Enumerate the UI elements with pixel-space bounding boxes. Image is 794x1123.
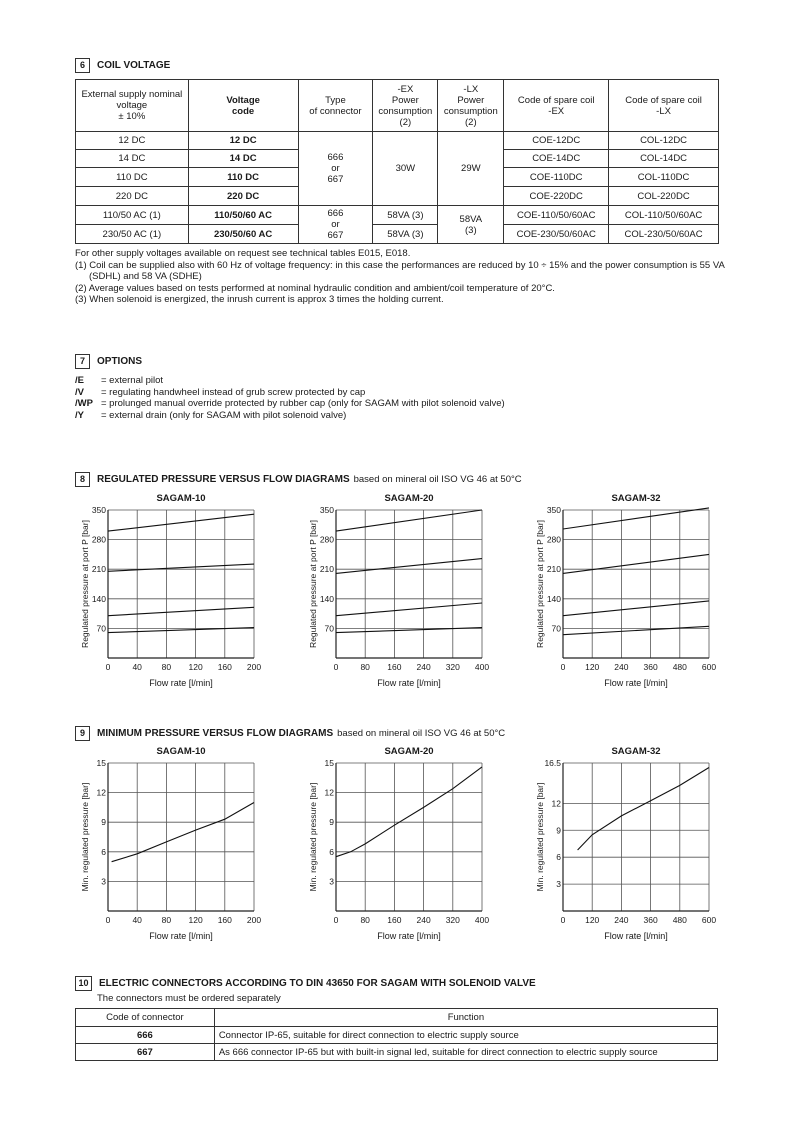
series-line xyxy=(336,603,482,616)
x-tick-label: 160 xyxy=(217,915,232,925)
header-spare-ex: Code of spare coil -EX xyxy=(504,80,609,132)
header-ex-power: -EX Power consumption (2) xyxy=(373,80,438,132)
cell-ex-ac: 58VA (3) xyxy=(373,225,438,244)
chart-title: SAGAM-32 xyxy=(611,493,661,504)
chart-title: SAGAM-20 xyxy=(384,746,434,757)
chart-title: SAGAM-32 xyxy=(611,746,661,757)
series-line xyxy=(108,564,254,571)
section-subtitle: based on mineral oil ISO VG 46 at 50°C xyxy=(337,728,506,739)
chart-title: SAGAM-10 xyxy=(156,493,206,504)
y-tick-label: 210 xyxy=(91,564,106,575)
section-title: COIL VOLTAGE xyxy=(97,60,171,71)
series-line xyxy=(336,510,482,531)
cell-code: 666 xyxy=(76,1027,215,1044)
y-tick-label: 280 xyxy=(546,534,561,545)
chart-title: SAGAM-10 xyxy=(156,746,206,757)
series-line xyxy=(563,601,709,616)
x-tick-label: 120 xyxy=(188,662,203,672)
y-tick-label: 280 xyxy=(319,534,334,545)
x-tick-label: 240 xyxy=(614,662,629,672)
y-tick-label: 350 xyxy=(91,505,106,515)
y-tick-label: 140 xyxy=(319,593,334,604)
x-tick-label: 160 xyxy=(387,915,402,925)
x-tick-label: 0 xyxy=(333,915,339,925)
cell-ex-ac: 58VA (3) xyxy=(373,206,438,225)
cell-supply: 110 DC xyxy=(76,168,189,187)
x-tick-label: 480 xyxy=(672,915,687,925)
series-line xyxy=(336,559,482,574)
series-line xyxy=(112,803,254,862)
cell-supply: 110/50 AC (1) xyxy=(76,206,189,225)
x-tick-label: 0 xyxy=(333,662,339,672)
x-tick-label: 240 xyxy=(416,915,431,925)
cell-spare-lx: COL-220DC xyxy=(609,187,719,206)
series-line xyxy=(563,508,709,529)
x-tick-label: 120 xyxy=(585,662,600,672)
options-list xyxy=(75,375,505,421)
series-line xyxy=(578,768,709,851)
chart-regulated-sagam-10 xyxy=(72,488,292,688)
x-axis-label: Flow rate [l/min] xyxy=(377,931,441,941)
table-row xyxy=(76,1044,718,1061)
cell-spare-lx: COL-12DC xyxy=(609,132,719,150)
cell-code: 220 DC xyxy=(188,187,298,206)
cell-spare-ex: COE-220DC xyxy=(504,187,609,206)
note: (3) When solenoid is energized, the inrush current is approx 3 times the holding current. xyxy=(75,294,444,306)
y-tick-label: 140 xyxy=(546,593,561,604)
coil-voltage-notes xyxy=(75,248,725,306)
list-item: /WP = prolunged manual override protected by rubber cap (only for SAGAM with pilot solenoid valve) xyxy=(75,398,505,409)
x-tick-label: 400 xyxy=(474,915,490,925)
y-tick-label: 3 xyxy=(101,876,106,887)
table-row xyxy=(76,1027,718,1044)
y-tick-label: 140 xyxy=(91,593,106,604)
series-line xyxy=(108,607,254,615)
x-tick-label: 240 xyxy=(614,915,629,925)
chart-min-sagam-20 xyxy=(300,741,520,941)
y-tick-label: 6 xyxy=(556,852,561,863)
y-tick-label: 70 xyxy=(551,623,561,634)
x-axis-label: Flow rate [l/min] xyxy=(149,678,213,688)
table-row xyxy=(76,206,719,225)
y-tick-label: 3 xyxy=(329,876,334,887)
x-tick-label: 0 xyxy=(105,915,111,925)
y-axis-label: Regulated pressure at port P [bar] xyxy=(80,520,90,648)
x-tick-label: 40 xyxy=(132,662,142,672)
x-tick-label: 360 xyxy=(643,662,658,672)
chart-regulated-sagam-20 xyxy=(300,488,520,688)
x-tick-label: 200 xyxy=(246,662,262,672)
table-header-row xyxy=(76,80,719,132)
table-header-row xyxy=(76,1009,718,1027)
cell-function: As 666 connector IP-65 but with built-in signal led, suitable for direct connection to electric supply source xyxy=(214,1044,717,1061)
y-axis-label: Min. regulated pressure [bar] xyxy=(308,782,318,892)
x-tick-label: 320 xyxy=(445,662,460,672)
cell-spare-ex: COE-110DC xyxy=(504,168,609,187)
header-lx-power: -LX Power consumption (2) xyxy=(438,80,504,132)
x-tick-label: 360 xyxy=(643,915,658,925)
section-title: MINIMUM PRESSURE VERSUS FLOW DIAGRAMS xyxy=(97,728,334,739)
note: (2) Average values based on tests performed at nominal hydraulic condition and ambient/coil temperature of 20°C. xyxy=(75,282,555,294)
y-axis-label: Regulated pressure at port P [bar] xyxy=(308,520,318,648)
section-7-heading xyxy=(75,354,142,369)
section-subtitle: based on mineral oil ISO VG 46 at 50°C xyxy=(353,474,522,485)
cell-supply: 14 DC xyxy=(76,150,189,168)
y-tick-label: 280 xyxy=(91,534,106,545)
y-tick-label: 70 xyxy=(324,623,334,634)
y-tick-label: 6 xyxy=(329,846,334,857)
x-tick-label: 120 xyxy=(188,915,203,925)
table-row xyxy=(76,225,719,244)
section-number: 8 xyxy=(75,472,90,487)
cell-supply: 230/50 AC (1) xyxy=(76,225,189,244)
series-line xyxy=(563,626,709,634)
note: (SDHL) and 58 VA (SDHE) xyxy=(89,271,202,283)
header-function: Function xyxy=(214,1009,717,1027)
x-tick-label: 160 xyxy=(217,662,232,672)
section-6-heading xyxy=(75,58,170,73)
y-tick-label: 3 xyxy=(556,879,561,890)
header-type-connector: Type of connector xyxy=(298,80,373,132)
x-tick-label: 160 xyxy=(387,662,402,672)
y-tick-label: 6 xyxy=(101,846,106,857)
y-tick-label: 350 xyxy=(319,505,334,515)
y-tick-label: 15 xyxy=(96,758,106,768)
cell-spare-lx: COL-230/50/60AC xyxy=(609,225,719,244)
y-tick-label: 16.5 xyxy=(544,758,561,768)
cell-code: 110 DC xyxy=(188,168,298,187)
y-tick-label: 15 xyxy=(324,758,334,768)
chart-min-sagam-32 xyxy=(527,741,747,941)
cell-code: 12 DC xyxy=(188,132,298,150)
table-row xyxy=(76,132,719,150)
section-number: 10 xyxy=(75,976,92,991)
x-tick-label: 400 xyxy=(474,662,490,672)
y-tick-label: 350 xyxy=(546,505,561,515)
cell-spare-lx: COL-110/50/60AC xyxy=(609,206,719,225)
y-tick-label: 9 xyxy=(556,825,561,836)
y-tick-label: 12 xyxy=(551,798,561,809)
list-item: /V = regulating handwheel instead of grub screw protected by cap xyxy=(75,386,366,398)
cell-lx-ac: 58VA (3) xyxy=(438,206,504,244)
y-tick-label: 9 xyxy=(101,817,106,828)
cell-spare-ex: COE-110/50/60AC xyxy=(504,206,609,225)
x-tick-label: 0 xyxy=(560,915,566,925)
x-tick-label: 480 xyxy=(672,662,687,672)
y-tick-label: 12 xyxy=(324,787,334,798)
y-tick-label: 210 xyxy=(546,564,561,575)
cell-connector-ac: 666 or 667 xyxy=(298,206,373,244)
y-axis-label: Min. regulated pressure [bar] xyxy=(80,782,90,892)
note: (1) Coil can be supplied also with 60 Hz of voltage frequency: in this case the performances are reduced by 10 ÷ 15% and the power consumption is 55 VA xyxy=(75,259,725,271)
cell-supply: 220 DC xyxy=(76,187,189,206)
x-tick-label: 0 xyxy=(105,662,111,672)
note: For other supply voltages available on request see technical tables E015, E018. xyxy=(75,248,411,259)
cell-spare-ex: COE-230/50/60AC xyxy=(504,225,609,244)
cell-code: 230/50/60 AC xyxy=(188,225,298,244)
y-tick-label: 9 xyxy=(329,817,334,828)
section-title: OPTIONS xyxy=(97,356,143,367)
cell-spare-lx: COL-14DC xyxy=(609,150,719,168)
x-tick-label: 240 xyxy=(416,662,431,672)
coil-voltage-table xyxy=(75,79,719,244)
section-title: ELECTRIC CONNECTORS ACCORDING TO DIN 43650 FOR SAGAM WITH SOLENOID VALVE xyxy=(99,978,536,989)
cell-supply: 12 DC xyxy=(76,132,189,150)
cell-spare-ex: COE-14DC xyxy=(504,150,609,168)
x-tick-label: 120 xyxy=(585,915,600,925)
section-9-heading xyxy=(75,726,505,741)
cell-connector-dc: 666 or 667 xyxy=(298,132,373,206)
x-tick-label: 80 xyxy=(161,915,172,925)
y-tick-label: 12 xyxy=(96,787,106,798)
chart-title: SAGAM-20 xyxy=(384,493,434,504)
cell-code: 110/50/60 AC xyxy=(188,206,298,225)
section-10-heading xyxy=(75,976,536,991)
cell-spare-ex: COE-12DC xyxy=(504,132,609,150)
x-tick-label: 600 xyxy=(701,915,717,925)
x-tick-label: 40 xyxy=(132,915,142,925)
y-tick-label: 210 xyxy=(319,564,334,575)
cell-code: 667 xyxy=(76,1044,215,1061)
y-axis-label: Regulated pressure at port P [bar] xyxy=(535,520,545,648)
header-supply: External supply nominal voltage ± 10% xyxy=(76,80,189,132)
series-line xyxy=(108,514,254,531)
header-code: Code of connector xyxy=(76,1009,215,1027)
cell-lx-dc: 29W xyxy=(438,132,504,206)
x-tick-label: 200 xyxy=(246,915,262,925)
header-voltage-code: Voltage code xyxy=(188,80,298,132)
x-tick-label: 320 xyxy=(445,915,460,925)
chart-min-sagam-10 xyxy=(72,741,292,941)
x-axis-label: Flow rate [l/min] xyxy=(149,931,213,941)
cell-spare-lx: COL-110DC xyxy=(609,168,719,187)
cell-function: Connector IP-65, suitable for direct connection to electric supply source xyxy=(214,1027,717,1044)
section-title: REGULATED PRESSURE VERSUS FLOW DIAGRAMS xyxy=(97,474,350,485)
x-tick-label: 80 xyxy=(360,915,370,925)
section-8-heading xyxy=(75,472,522,487)
series-line xyxy=(563,554,709,573)
x-axis-label: Flow rate [l/min] xyxy=(377,678,441,688)
chart-regulated-sagam-32 xyxy=(527,488,747,688)
connectors-table xyxy=(75,1008,718,1061)
x-tick-label: 80 xyxy=(161,662,172,672)
y-tick-label: 70 xyxy=(96,623,106,634)
list-item: /E = external pilot xyxy=(75,375,164,386)
x-axis-label: Flow rate [l/min] xyxy=(604,678,668,688)
cell-ex-dc: 30W xyxy=(373,132,438,206)
x-axis-label: Flow rate [l/min] xyxy=(604,931,668,941)
list-item: /Y = external drain (only for SAGAM with pilot solenoid valve) xyxy=(75,409,347,421)
x-tick-label: 0 xyxy=(560,662,566,672)
x-tick-label: 600 xyxy=(701,662,717,672)
x-tick-label: 80 xyxy=(360,662,370,672)
section-number: 6 xyxy=(75,58,90,73)
cell-code: 14 DC xyxy=(188,150,298,168)
section-subtitle: The connectors must be ordered separately xyxy=(97,993,281,1004)
series-line xyxy=(336,767,482,857)
section-number: 7 xyxy=(75,354,90,369)
y-axis-label: Min. regulated pressure [bar] xyxy=(535,782,545,892)
header-spare-lx: Code of spare coil -LX xyxy=(609,80,719,132)
section-number: 9 xyxy=(75,726,90,741)
